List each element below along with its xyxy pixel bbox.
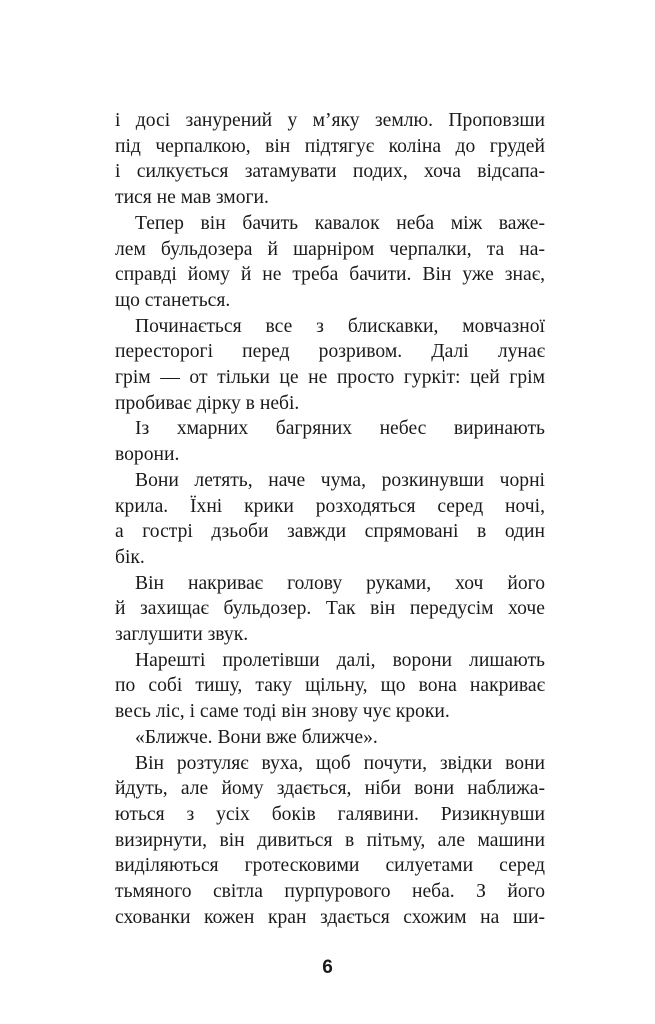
paragraph (115, 725, 545, 751)
text-line: по собі тишу, таку щільну, що вона накриває (115, 675, 545, 697)
text-line: заглушити звук. (115, 624, 249, 646)
text-line: а гострі дзьоби завжди спрямовані в один (115, 521, 545, 543)
paragraph (115, 416, 545, 467)
paragraph (115, 211, 545, 314)
text-line: тися не мав змоги. (115, 187, 269, 209)
text-line: Нарешті пролетівши далі, ворони лишають (135, 649, 545, 671)
body-text (115, 108, 545, 931)
paragraph (115, 648, 545, 725)
text-line: Він розтуляє вуха, щоб почути, звідки вони (135, 752, 545, 774)
paragraph (115, 571, 545, 648)
text-line: весь ліс, і саме тоді він знову чує кроки. (115, 701, 450, 723)
text-line: виділяються гротесковими силуетами серед (115, 855, 545, 877)
text-line: визирнути, він дивиться в пітьму, але машини (115, 829, 545, 851)
text-line: ються з усіх боків галявини. Ризикнувши (115, 803, 545, 825)
paragraph (115, 108, 545, 211)
text-line: пересторогі перед розривом. Далі лунає (115, 341, 545, 363)
text-line: грім — от тільки це не просто гуркіт: цей грім (115, 367, 545, 389)
text-line: схованки кожен кран здається схожим на ши- (115, 906, 545, 928)
text-line: й захищає бульдозер. Так він передусім хоче (115, 598, 545, 620)
text-line: Із хмарних багряних небес виринають (135, 418, 545, 440)
text-line: ворони. (115, 444, 180, 466)
text-line: і силкується затамувати подих, хоча відсапа- (115, 161, 545, 183)
text-line: справді йому й не треба бачити. Він уже знає, (115, 264, 545, 286)
text-line: пробиває дірку в небі. (115, 392, 300, 414)
paragraph (115, 314, 545, 417)
text-line: «Ближче. Вони вже ближче». (135, 726, 378, 748)
text-line: бік. (115, 546, 145, 568)
text-line: Вони летять, наче чума, розкинувши чорні (135, 469, 545, 491)
text-line: тьмяного світла пурпурового неба. З його (115, 881, 545, 903)
text-line: Він накриває голову руками, хоч його (135, 572, 545, 594)
text-line: під черпалкою, він підтягує коліна до грудей (115, 135, 545, 157)
text-line: йдуть, але йому здається, ніби вони наближа- (115, 778, 545, 800)
text-line: що станеться. (115, 289, 231, 311)
paragraph (115, 751, 545, 931)
paragraph (115, 468, 545, 571)
text-line: Тепер він бачить кавалок неба між важе- (135, 212, 545, 234)
text-line: лем бульдозера й шарніром черпалки, та на- (115, 238, 545, 260)
text-line: крила. Їхні крики розходяться серед ночі, (115, 495, 545, 517)
page-number: 6 (322, 957, 333, 978)
text-line: Починається все з блискавки, мовчазної (135, 315, 545, 337)
text-line: і досі занурений у м’яку землю. Проповзши (115, 110, 545, 131)
